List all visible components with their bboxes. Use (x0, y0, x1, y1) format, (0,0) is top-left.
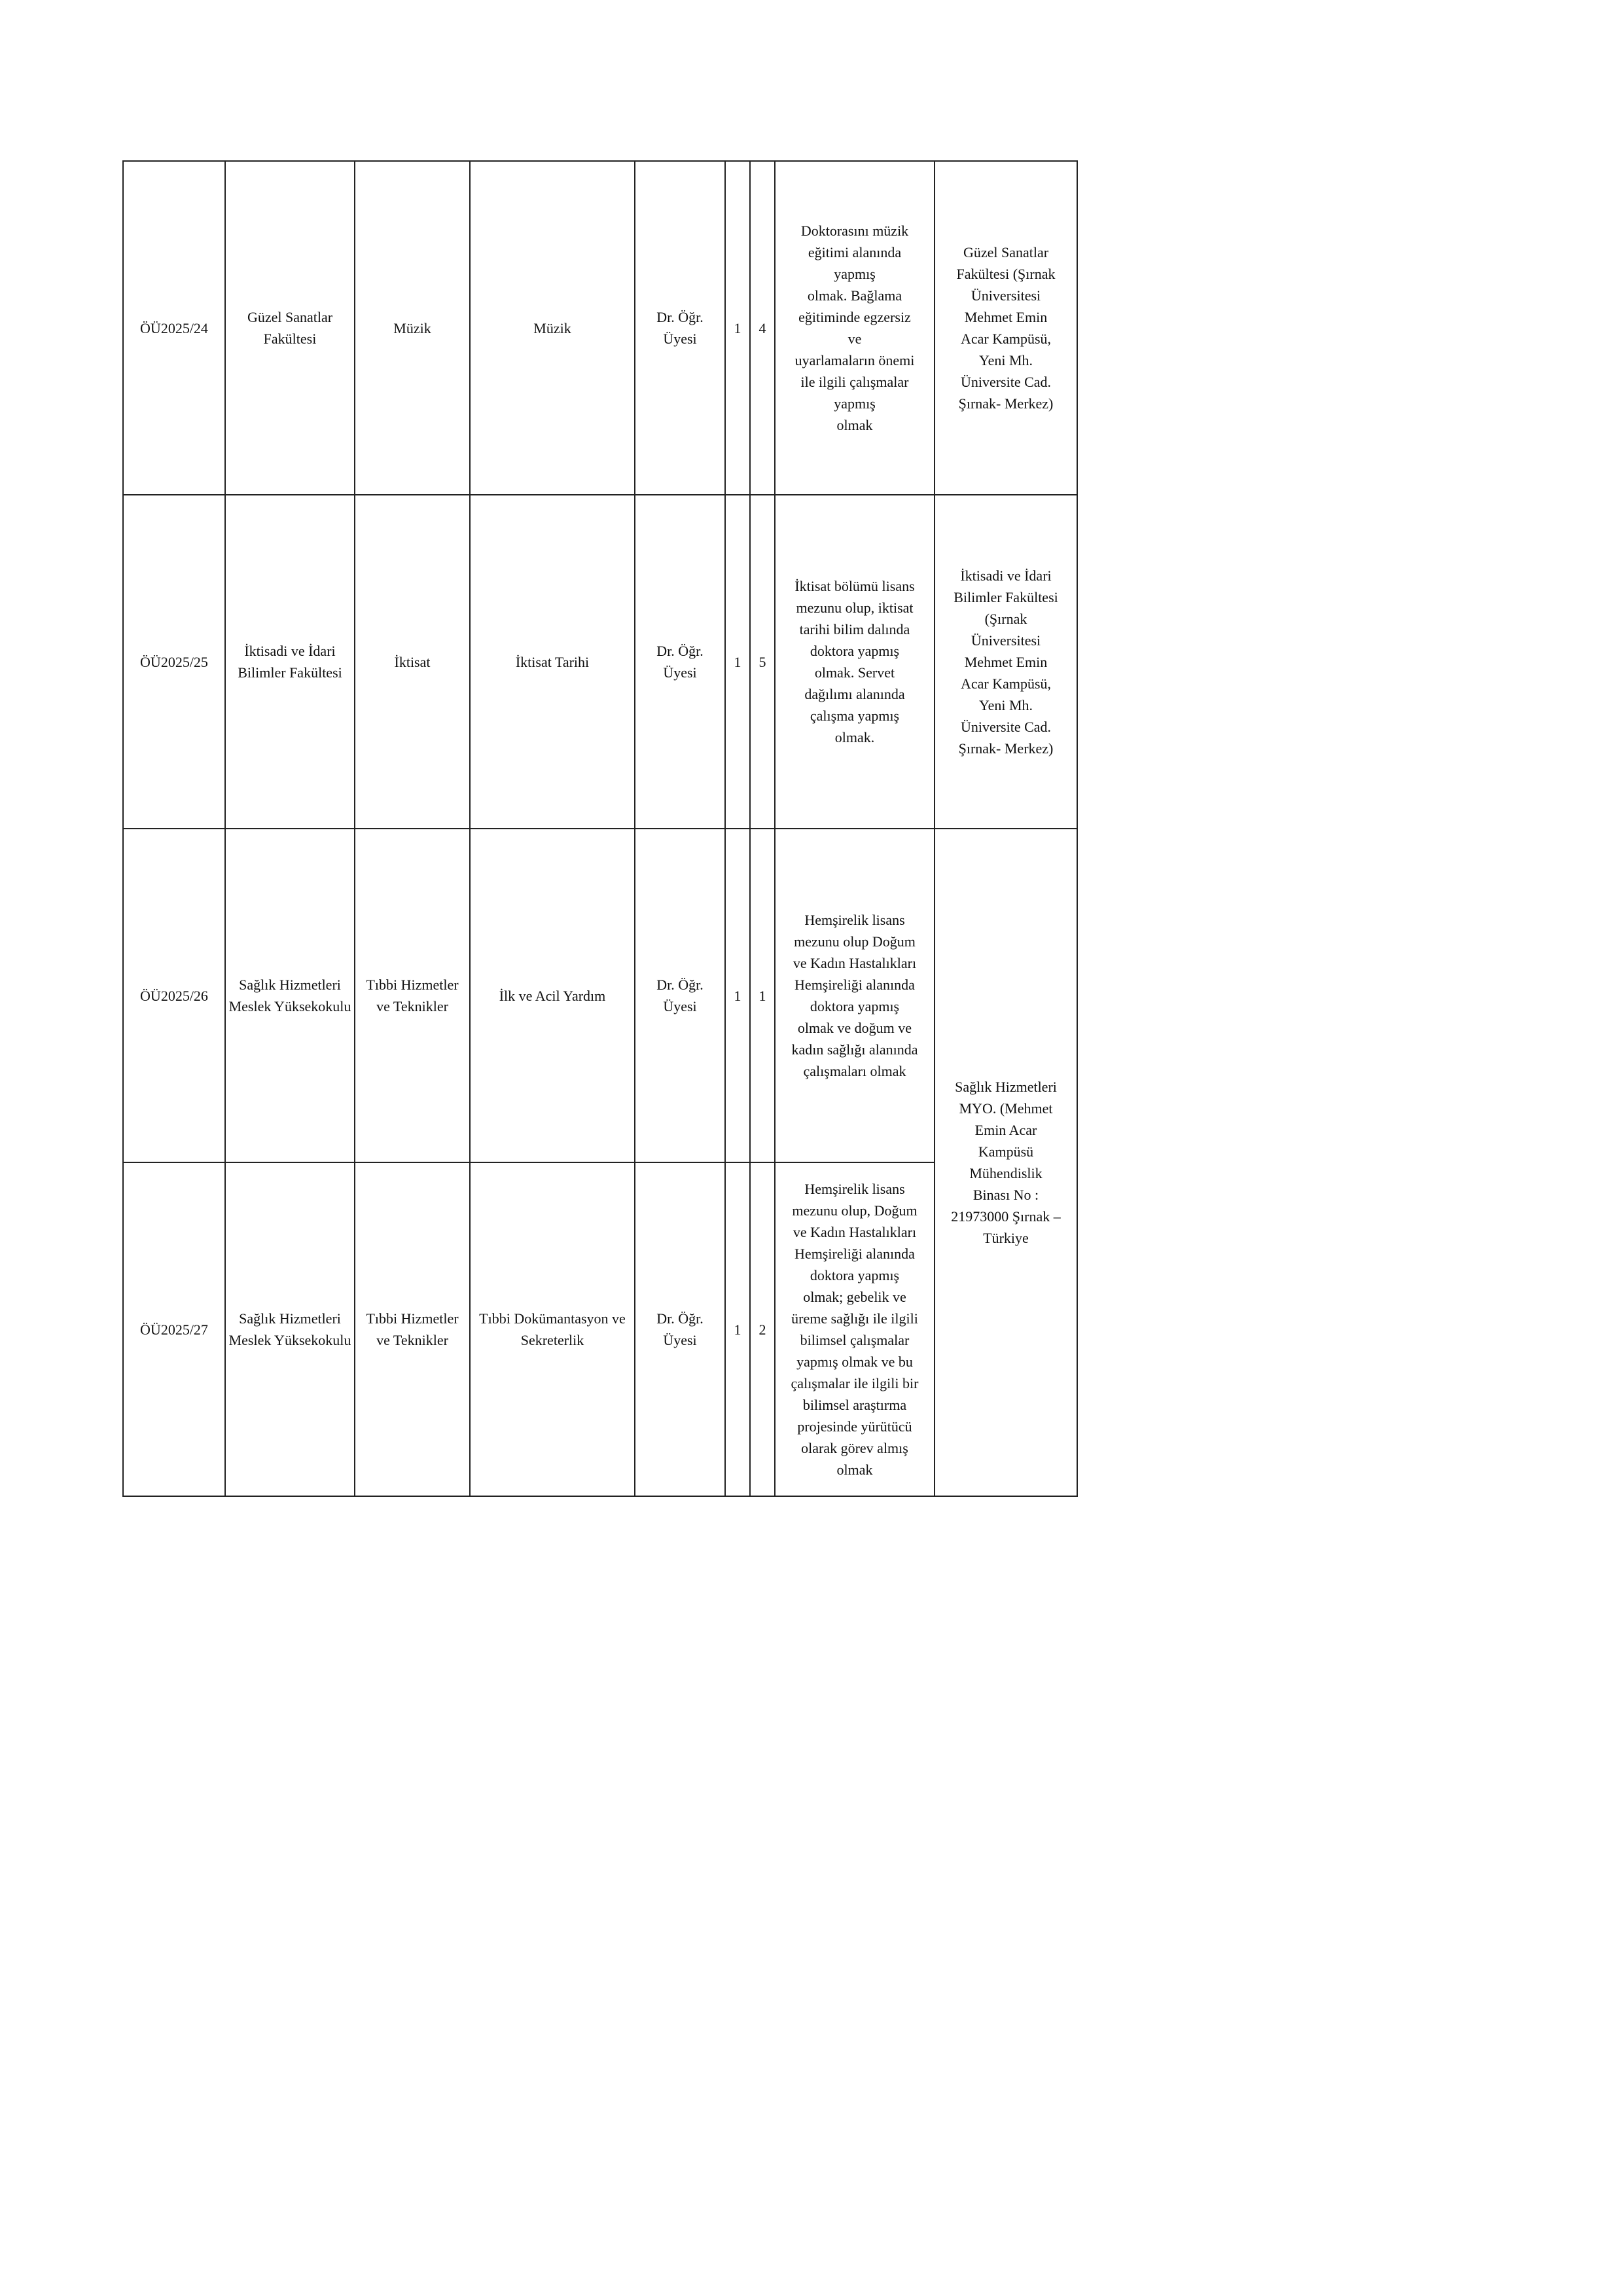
title-cell: Dr. Öğr. Üyesi (635, 495, 725, 829)
table-row (123, 495, 1077, 829)
position-code: ÖÜ2025/27 (123, 1162, 225, 1496)
conditions-cell: Hemşirelik lisans mezunu olup, Doğum ve Kadın Hastalıkları Hemşireliği alanında doktora yapmış olmak; gebelik ve üreme sağlığı ile ilgili bilimsel çalışmalar yapmış olmak ve bu çalışmalar ile ilgili bir bilimsel araştırma projesinde yürütücü olarak görev almış olmak (775, 1162, 935, 1496)
count-cell: 1 (725, 829, 750, 1162)
conditions-cell: Hemşirelik lisans mezunu olup Doğum ve Kadın Hastalıkları Hemşireliği alanında doktora yapmış olmak ve doğum ve kadın sağlığı alanında çalışmaları olmak (775, 829, 935, 1162)
program-cell: Müzik (470, 161, 635, 495)
department-cell: İktisat (355, 495, 470, 829)
conditions-cell: Doktorasını müzik eğitimi alanında yapmış olmak. Bağlama eğitiminde egzersiz ve uyarlamaların önemi ile ilgili çalışmalar yapmış olmak (775, 161, 935, 495)
unit-cell: Güzel Sanatlar Fakültesi (225, 161, 355, 495)
department-cell: Tıbbi Hizmetler ve Teknikler (355, 829, 470, 1162)
unit-cell: Sağlık Hizmetleri Meslek Yüksekokulu (225, 829, 355, 1162)
table-row (123, 829, 1077, 1162)
program-cell: Tıbbi Dokümantasyon ve Sekreterlik (470, 1162, 635, 1496)
title-cell: Dr. Öğr. Üyesi (635, 161, 725, 495)
degree-cell: 4 (750, 161, 775, 495)
position-code: ÖÜ2025/24 (123, 161, 225, 495)
address-cell: İktisadi ve İdari Bilimler Fakültesi (Şırnak Üniversitesi Mehmet Emin Acar Kampüsü, Yeni Mh. Üniversite Cad. Şırnak- Merkez) (935, 495, 1077, 829)
department-cell: Müzik (355, 161, 470, 495)
position-code: ÖÜ2025/25 (123, 495, 225, 829)
position-code: ÖÜ2025/26 (123, 829, 225, 1162)
address-cell: Sağlık Hizmetleri MYO. (Mehmet Emin Acar Kampüsü Mühendislik Binası No : 21973000 Şırnak – Türkiye (935, 829, 1077, 1496)
unit-cell: İktisadi ve İdari Bilimler Fakültesi (225, 495, 355, 829)
title-cell: Dr. Öğr. Üyesi (635, 1162, 725, 1496)
table-row (123, 161, 1077, 495)
address-cell: Güzel Sanatlar Fakültesi (Şırnak Üniversitesi Mehmet Emin Acar Kampüsü, Yeni Mh. Üniversite Cad. Şırnak- Merkez) (935, 161, 1077, 495)
degree-cell: 1 (750, 829, 775, 1162)
department-cell: Tıbbi Hizmetler ve Teknikler (355, 1162, 470, 1496)
title-cell: Dr. Öğr. Üyesi (635, 829, 725, 1162)
position-table (122, 160, 1078, 1497)
count-cell: 1 (725, 1162, 750, 1496)
unit-cell: Sağlık Hizmetleri Meslek Yüksekokulu (225, 1162, 355, 1496)
table-row (123, 1162, 1077, 1496)
count-cell: 1 (725, 495, 750, 829)
degree-cell: 2 (750, 1162, 775, 1496)
conditions-cell: İktisat bölümü lisans mezunu olup, iktisat tarihi bilim dalında doktora yapmış olmak. Servet dağılımı alanında çalışma yapmış olmak. (775, 495, 935, 829)
count-cell: 1 (725, 161, 750, 495)
degree-cell: 5 (750, 495, 775, 829)
program-cell: İktisat Tarihi (470, 495, 635, 829)
program-cell: İlk ve Acil Yardım (470, 829, 635, 1162)
